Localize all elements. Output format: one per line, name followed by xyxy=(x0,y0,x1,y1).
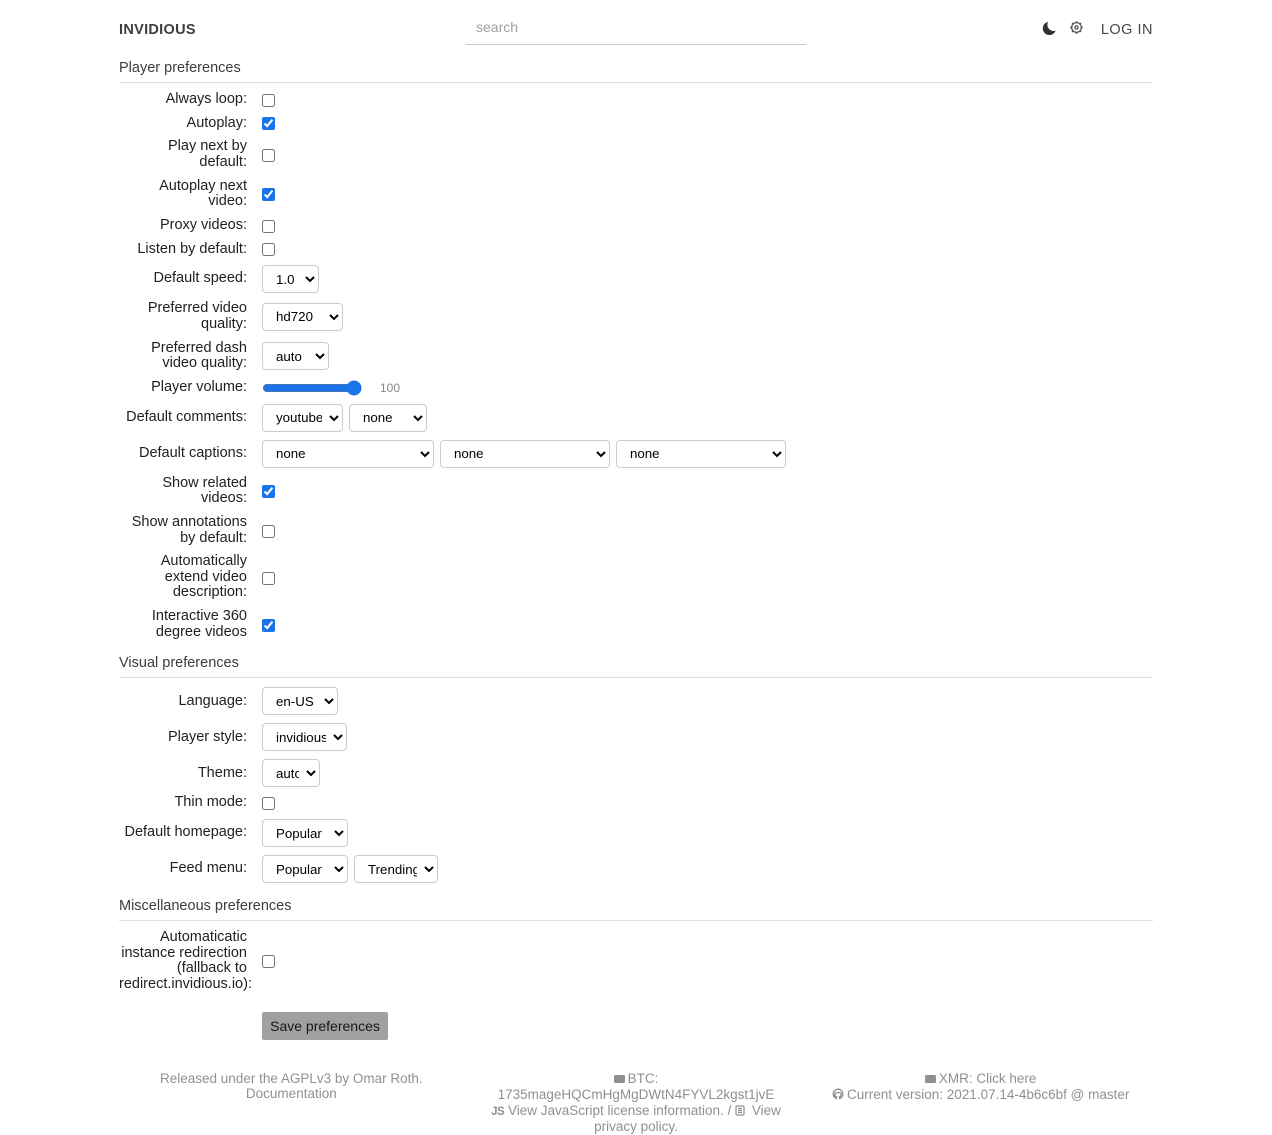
pref-label: Player volume: xyxy=(151,378,247,395)
pref-label: Default homepage: xyxy=(124,824,247,841)
pref-label: Default captions: xyxy=(138,444,247,461)
captions-primary-select[interactable] xyxy=(262,440,434,468)
pref-label: Automaticatic instance redirection (fallback to redirect.invidious.io): xyxy=(119,929,252,993)
footer xyxy=(119,1071,1153,1135)
coin-icon xyxy=(614,1072,625,1087)
login-link[interactable]: LOG IN xyxy=(1100,22,1153,38)
preferences-page xyxy=(119,0,1153,1135)
pref-row-extend-desc xyxy=(119,554,1153,601)
pref-row-speed xyxy=(119,265,1153,293)
pref-row-always-loop xyxy=(119,92,1153,108)
listen-default-checkbox[interactable] xyxy=(262,243,275,256)
footer-donate-column xyxy=(464,1071,809,1135)
captions-tertiary-select[interactable] xyxy=(616,440,786,468)
btc-address: BTC: 1735mageHQCmHgMgDWtN4FYVL2kgst1jvE xyxy=(497,1070,775,1103)
save-preferences-button[interactable]: Save preferences xyxy=(262,1012,388,1040)
pref-row-dash-quality xyxy=(119,341,1153,372)
pref-row-listen xyxy=(119,242,1153,258)
version-text: Current version: 2021.07.14-4b6c6bf @ master xyxy=(847,1087,1130,1103)
instance-redirect-checkbox[interactable] xyxy=(262,955,275,968)
interactive-360-checkbox[interactable] xyxy=(262,619,275,632)
video-quality-select[interactable] xyxy=(262,303,343,331)
documentation-link[interactable]: Documentation xyxy=(245,1086,337,1102)
pref-label: Autoplay next video: xyxy=(159,177,247,210)
section-title-player: Player preferences xyxy=(119,60,1153,83)
pref-row-player-style xyxy=(119,723,1153,751)
pref-label: Always loop: xyxy=(165,91,247,107)
autoplay-next-checkbox[interactable] xyxy=(262,188,275,201)
save-row xyxy=(262,1012,1153,1040)
pref-row-proxy xyxy=(119,218,1153,234)
volume-value: 100 xyxy=(380,380,401,395)
pref-row-autoplay-next xyxy=(119,179,1153,210)
search-input[interactable] xyxy=(466,15,806,45)
pref-label: Preferred dash video quality: xyxy=(151,339,247,372)
pref-label: Listen by default: xyxy=(137,240,247,257)
pref-label: Default speed: xyxy=(153,270,247,287)
pref-row-autoplay xyxy=(119,116,1153,132)
footer-version-column xyxy=(808,1071,1153,1135)
moon-icon xyxy=(1042,20,1058,41)
pref-row-thin-mode xyxy=(119,795,1153,811)
pref-row-quality xyxy=(119,301,1153,332)
captions-secondary-select[interactable] xyxy=(440,440,610,468)
extend-description-checkbox[interactable] xyxy=(262,572,275,585)
pref-label: Feed menu: xyxy=(169,860,247,877)
pref-label: Player style: xyxy=(168,728,247,745)
thin-mode-checkbox[interactable] xyxy=(262,797,275,810)
pref-label: Language: xyxy=(178,692,247,709)
pref-label: Show annotations by default: xyxy=(131,513,247,546)
pref-label: Interactive 360 degree videos xyxy=(151,608,247,640)
footer-separator: / xyxy=(727,1102,732,1118)
pref-row-360 xyxy=(119,609,1153,640)
feed-menu-first-select[interactable] xyxy=(262,855,348,883)
default-homepage-select[interactable] xyxy=(262,819,348,847)
pref-row-comments xyxy=(119,404,1153,432)
section-title-visual: Visual preferences xyxy=(119,655,1153,678)
play-next-checkbox[interactable] xyxy=(262,149,275,162)
preferences-button[interactable] xyxy=(1069,20,1084,40)
language-select[interactable] xyxy=(262,687,338,715)
pref-row-annotations xyxy=(119,515,1153,546)
pref-row-auto-redirect xyxy=(119,930,1153,993)
proxy-videos-checkbox[interactable] xyxy=(262,220,275,233)
js-icon: JS xyxy=(491,1105,505,1118)
document-icon xyxy=(735,1104,745,1119)
license-text: Released under the AGPLv3 by Omar Roth. xyxy=(160,1070,423,1086)
related-videos-checkbox[interactable] xyxy=(262,485,275,498)
pref-row-play-next xyxy=(119,139,1153,170)
annotations-checkbox[interactable] xyxy=(262,525,275,538)
pref-label: Preferred video quality: xyxy=(147,300,247,332)
privacy-policy-link[interactable]: View privacy policy. xyxy=(594,1102,781,1135)
volume-slider[interactable] xyxy=(262,381,362,395)
pref-row-volume xyxy=(119,380,1153,396)
pref-row-language xyxy=(119,687,1153,715)
pref-row-theme xyxy=(119,759,1153,787)
pref-row-feed-menu xyxy=(119,855,1153,883)
default-speed-select[interactable] xyxy=(262,265,319,293)
pref-row-homepage xyxy=(119,819,1153,847)
pref-label: Play next by default: xyxy=(168,138,247,170)
pref-label: Theme: xyxy=(197,764,247,781)
pref-label: Default comments: xyxy=(126,408,247,425)
coin-icon xyxy=(925,1072,936,1087)
dark-mode-toggle[interactable] xyxy=(1042,20,1058,41)
xmr-link[interactable]: Click here xyxy=(976,1070,1037,1086)
pref-label: Autoplay: xyxy=(186,114,247,131)
xmr-prefix: XMR: xyxy=(938,1070,973,1086)
js-license-link[interactable]: View JavaScript license information. xyxy=(507,1102,724,1118)
comments-primary-select[interactable] xyxy=(262,404,343,432)
comments-secondary-select[interactable] xyxy=(349,404,427,432)
invidious-logo[interactable]: INVIDIOUS xyxy=(119,22,196,38)
pref-label: Automatically extend video description: xyxy=(160,553,247,601)
footer-license-column xyxy=(119,1071,464,1135)
github-icon xyxy=(832,1088,844,1103)
pref-label: Thin mode: xyxy=(174,794,247,811)
player-style-select[interactable] xyxy=(262,723,347,751)
autoplay-checkbox[interactable] xyxy=(262,117,275,130)
pref-label: Proxy videos: xyxy=(159,216,247,233)
top-bar xyxy=(119,0,1153,45)
gear-icon xyxy=(1069,20,1084,40)
pref-row-related xyxy=(119,476,1153,507)
pref-label: Show related videos: xyxy=(162,474,247,507)
always-loop-checkbox[interactable] xyxy=(262,94,275,107)
dash-quality-select[interactable] xyxy=(262,342,329,370)
section-title-misc: Miscellaneous preferences xyxy=(119,898,1153,921)
theme-select[interactable] xyxy=(262,759,320,787)
feed-menu-second-select[interactable] xyxy=(354,855,438,883)
pref-row-captions xyxy=(119,440,1153,468)
